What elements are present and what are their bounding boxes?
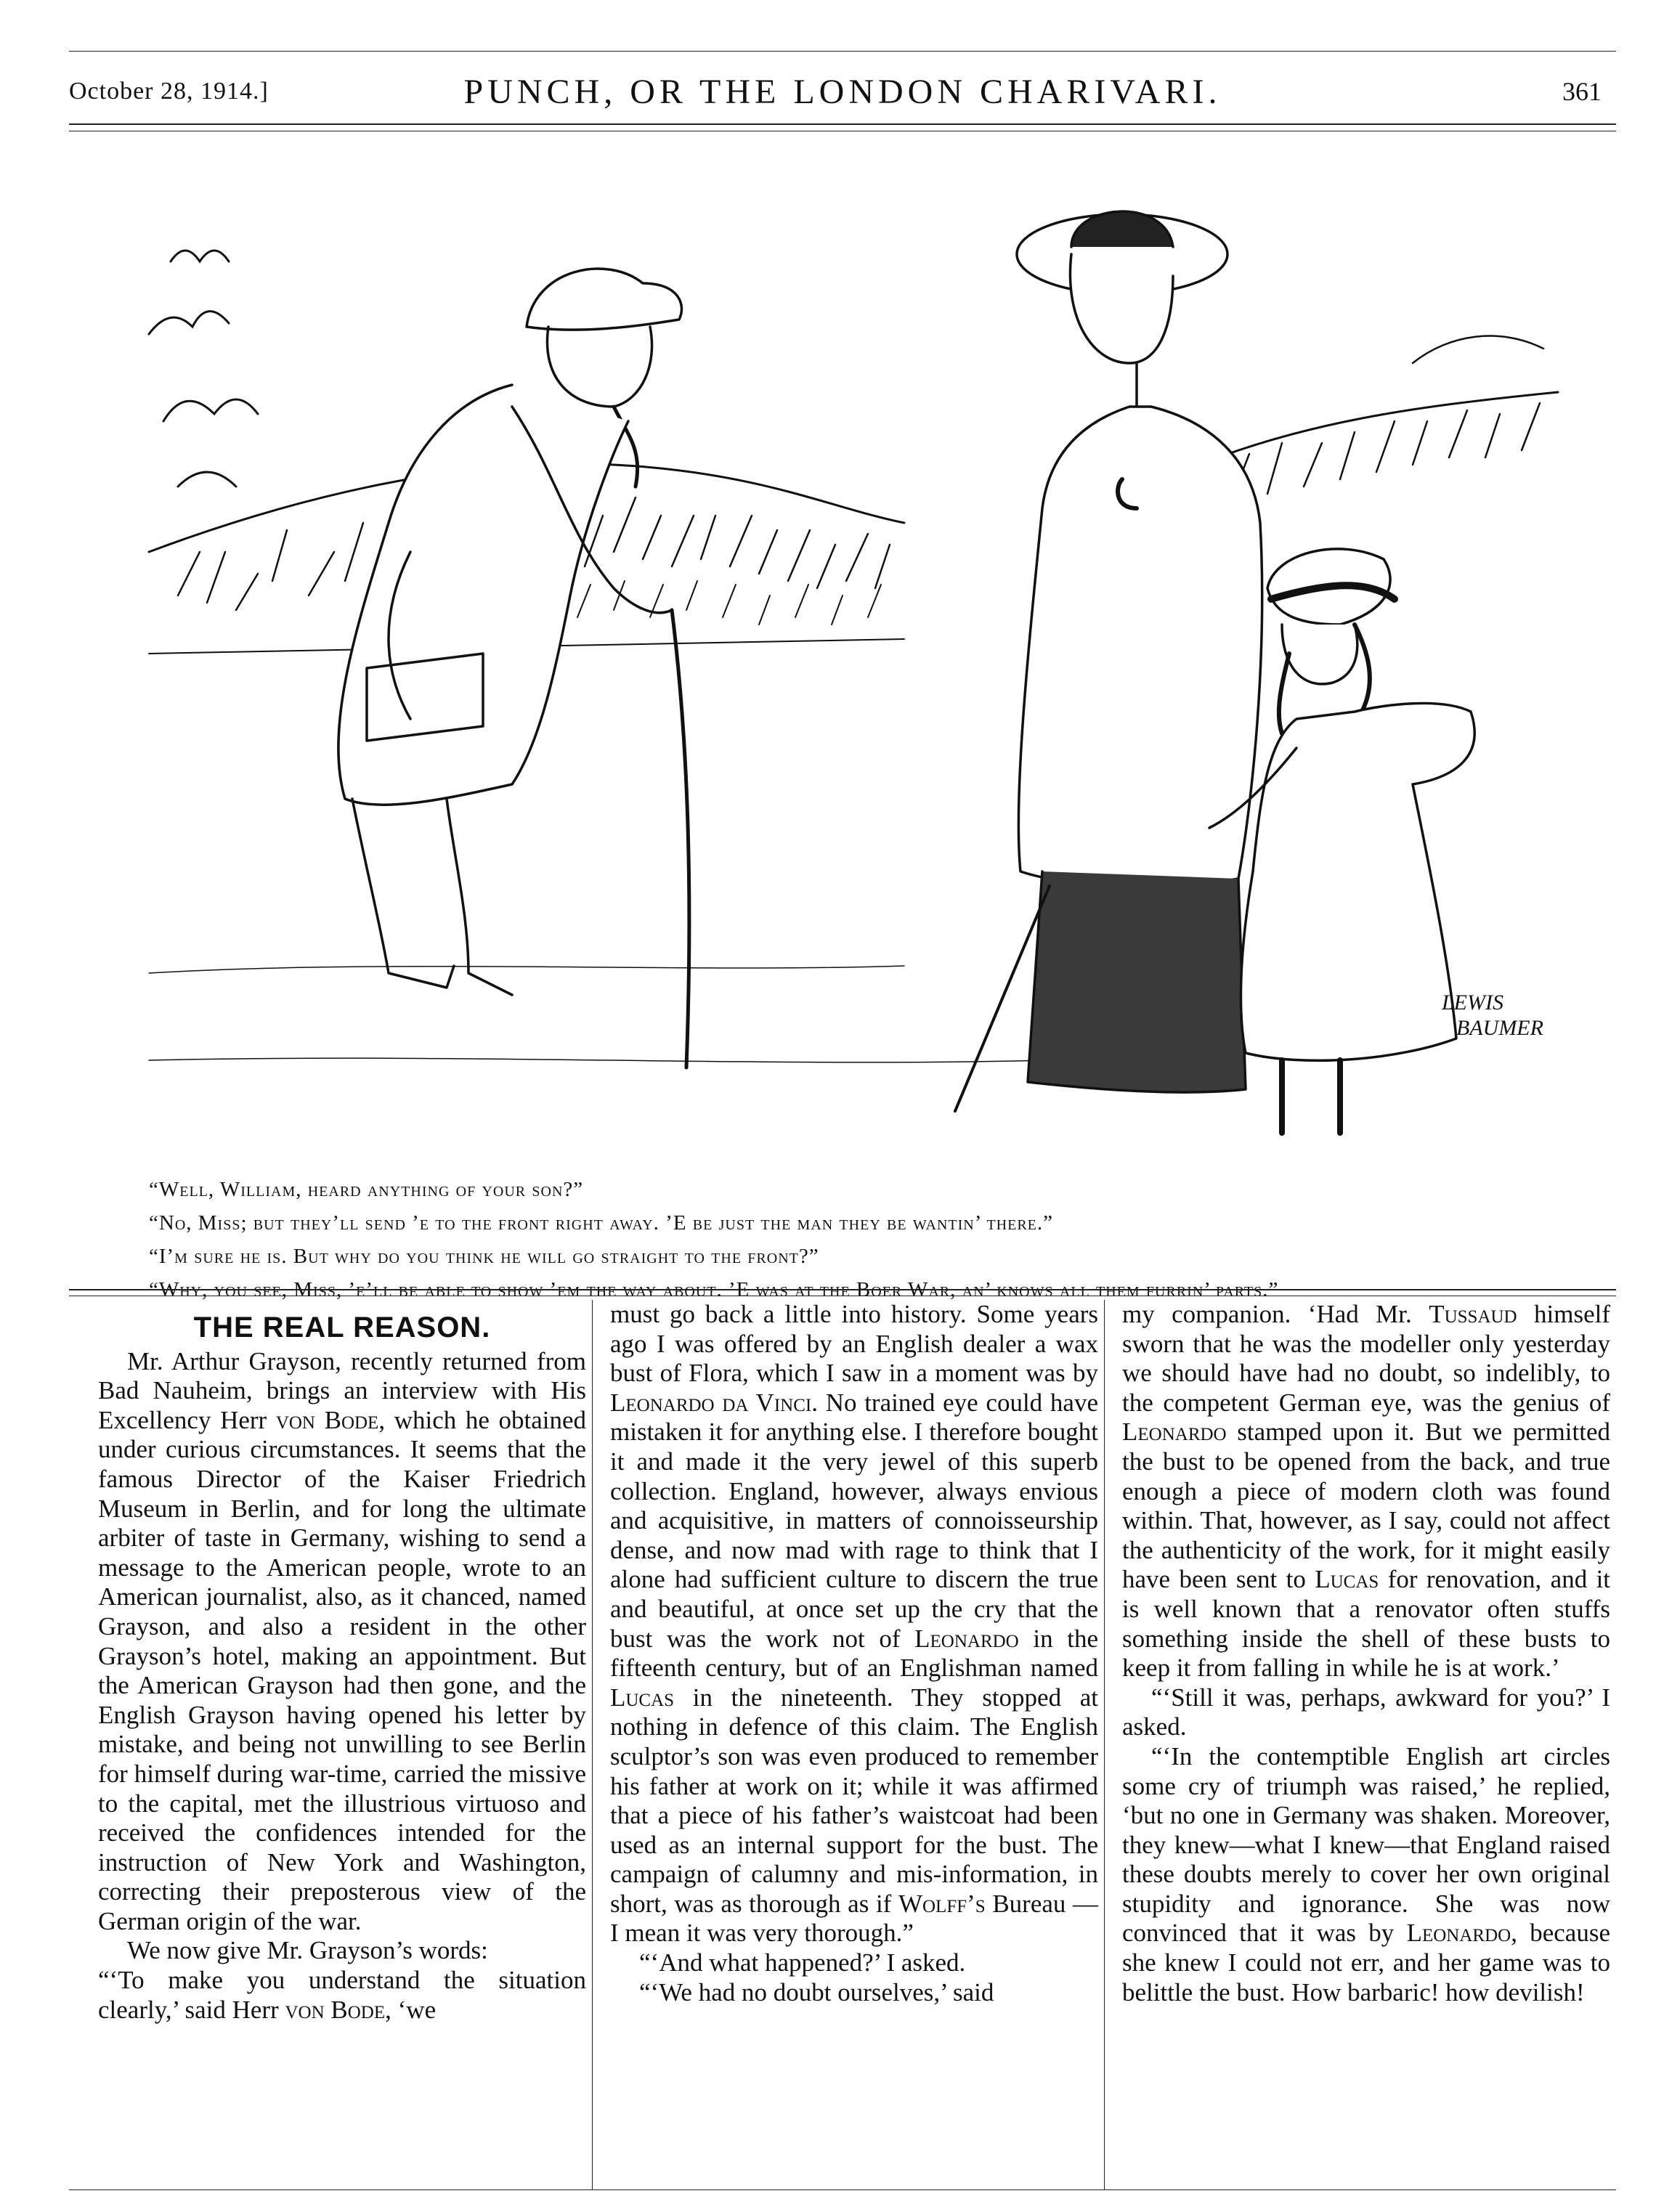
- signature-line1: LEWIS: [1442, 991, 1503, 1014]
- name-wolffs: Wolff’s: [898, 1889, 986, 1918]
- signature-line2: BAUMER: [1456, 1016, 1543, 1040]
- caption-line: “I’m sure he is. But why do you think he will go straight to the front?”: [149, 1245, 819, 1268]
- paragraph: [610, 1300, 1098, 1948]
- article-columns: [69, 1300, 1616, 2186]
- text-run: himself sworn that he was the modeller only yesterday we should have had no doubt, so indelibly, to the competent German eye, was the genius of: [1122, 1300, 1611, 1417]
- name-lucas: Lucas: [610, 1683, 675, 1712]
- bottom-rule: [69, 2189, 1616, 2190]
- masthead-rule-upper: [69, 123, 1616, 125]
- text-run: , ‘we: [385, 1995, 437, 2024]
- page-number: 361: [1562, 77, 1602, 106]
- top-rule: [69, 51, 1616, 52]
- figure-woman: [955, 211, 1262, 1111]
- page: [40, 51, 1616, 2200]
- cartoon-caption: [113, 1173, 1587, 1306]
- article-heading: THE REAL REASON.: [193, 1312, 491, 1343]
- artist-signature: [1441, 991, 1543, 1040]
- text-run: , because she knew I could not err, and her game was to belittle the bust. How barbaric! how devilish!: [1122, 1919, 1610, 2006]
- name-leonardo-da-vinci: Leonardo da Vinci: [610, 1388, 812, 1417]
- text-run: Mr. Arthur Grayson, recently returned from Bad Nauheim, brings an interview with His Excellency Herr: [98, 1346, 586, 1434]
- name-tussaud: Tussaud: [1429, 1300, 1517, 1328]
- masthead: [69, 69, 1616, 120]
- paragraph: [1122, 1300, 1610, 1683]
- name-lucas: Lucas: [1315, 1565, 1379, 1594]
- text-run: in the fifteenth century, but of an Englishman named: [610, 1624, 1099, 1683]
- paragraph: “‘And what happened?’ I asked.: [639, 1948, 966, 1977]
- text-run: must go back a little into history. Some years ago I was offered by an English dealer a wax bust of Flora, which I saw in a moment was by: [610, 1300, 1098, 1388]
- text-run: Bureau — I mean it was very thorough.”: [610, 1889, 1098, 1948]
- cartoon-illustration: [105, 145, 1587, 1162]
- name-leonardo: Leonardo: [914, 1624, 1019, 1653]
- text-run: my companion. ‘Had Mr.: [1122, 1300, 1412, 1328]
- article-column-3: [1122, 1300, 1610, 2186]
- name-von-bode: von Bode: [285, 1995, 386, 2024]
- text-run: , which he obtained under curious circumstances. It seems that the famous Director of the Kaiser Friedrich Museum in Berlin, and for long the ultimate arbiter of taste in Germany, wishing to send a message to the American people, wrote to an American journalist, also, as it chanced, named Grayson, and also a resident in the other Grayson’s hotel, making an appointment. But the American Grayson had then gone, and the English Grayson having opened his letter by mistake, and being not unwilling to see Berlin for himself during war-time, carried the missive to the capital, met the illustrious virtuoso and received the confidences intended for the instruction of New York and Washington, correcting their preposterous view of the German origin of the war.: [98, 1405, 587, 1935]
- article-column-2: [610, 1300, 1098, 2186]
- paragraph: “‘Still it was, perhaps, awkward for you?’ I asked.: [1122, 1683, 1610, 1741]
- paragraph: [98, 1347, 586, 1937]
- cartoon-drawing: [105, 145, 1587, 1162]
- figure-old-man: [338, 269, 689, 1068]
- column-divider: [1104, 1300, 1105, 2189]
- caption-rule-upper: [69, 1289, 1616, 1290]
- text-run: “‘To make you understand the situation clearly,’ said Herr: [98, 1966, 586, 2024]
- caption-line: “No, Miss; but they’ll send ’e to the front right away. ’E be just the man they be wantin’ there.”: [149, 1211, 1054, 1235]
- article-column-1: [98, 1300, 586, 2186]
- paragraph: “‘We had no doubt ourselves,’ said: [639, 1977, 994, 2006]
- masthead-date: October 28, 1914.]: [69, 78, 269, 105]
- paragraph: [1122, 1742, 1610, 2007]
- name-leonardo: Leonardo: [1122, 1418, 1227, 1447]
- paragraph: We now give Mr. Grayson’s words:: [127, 1936, 488, 1965]
- caption-line: “Well, William, heard anything of your son?”: [149, 1178, 584, 1201]
- text-run: . No trained eye could have mistaken it for anything else. I therefore bought it and made it the very jewel of this superb collection. England, however, always envious and acquisitive, in matters of connoisseurship dense, and now mad with rage to think that I alone had sufficient culture to discern the true and beautiful, at once set up the cry that the bust was the work not of: [610, 1388, 1098, 1653]
- text-run: in the nineteenth. They stopped at nothing in defence of this claim. The English sculptor’s son was even produced to remember his father at work on it; while it was affirmed that a piece of his father’s waistcoat had been used as an internal support for the bust. The campaign of calumny and mis-information, in short, was as thorough as if: [610, 1683, 1098, 1918]
- caption-line: “Why, you see, Miss, ’e’ll be able to show ’em the way about. ’E was at the Boer War, an’ knows all them furrin’ parts.”: [149, 1278, 1279, 1301]
- masthead-title: PUNCH, OR THE LONDON CHARIVARI.: [463, 73, 1222, 111]
- column-divider: [592, 1300, 593, 2189]
- text-run: “‘In the contemptible English art circles some cry of triumph was raised,’ he replied, ‘but no one in Germany was shaken. Moreover, they knew—what I knew—that England raised these doubts merely to cover her own original stupidity and ignorance. She was now convinced that it was by: [1122, 1741, 1610, 1948]
- text-run: stamped upon it. But we permitted the bust to be opened from the back, and true enough a piece of modern cloth was found within. That, however, as I say, could not affect the authenticity of the work, for it might easily have been sent to: [1122, 1418, 1611, 1594]
- text-run: for renovation, and it is well known that a renovator often stuffs something inside the shell of these busts to keep it from falling in while he is at work.’: [1122, 1565, 1611, 1683]
- name-von-bode: von Bode: [275, 1405, 379, 1434]
- paragraph: [98, 1966, 586, 2025]
- name-leonardo: Leonardo: [1406, 1919, 1511, 1948]
